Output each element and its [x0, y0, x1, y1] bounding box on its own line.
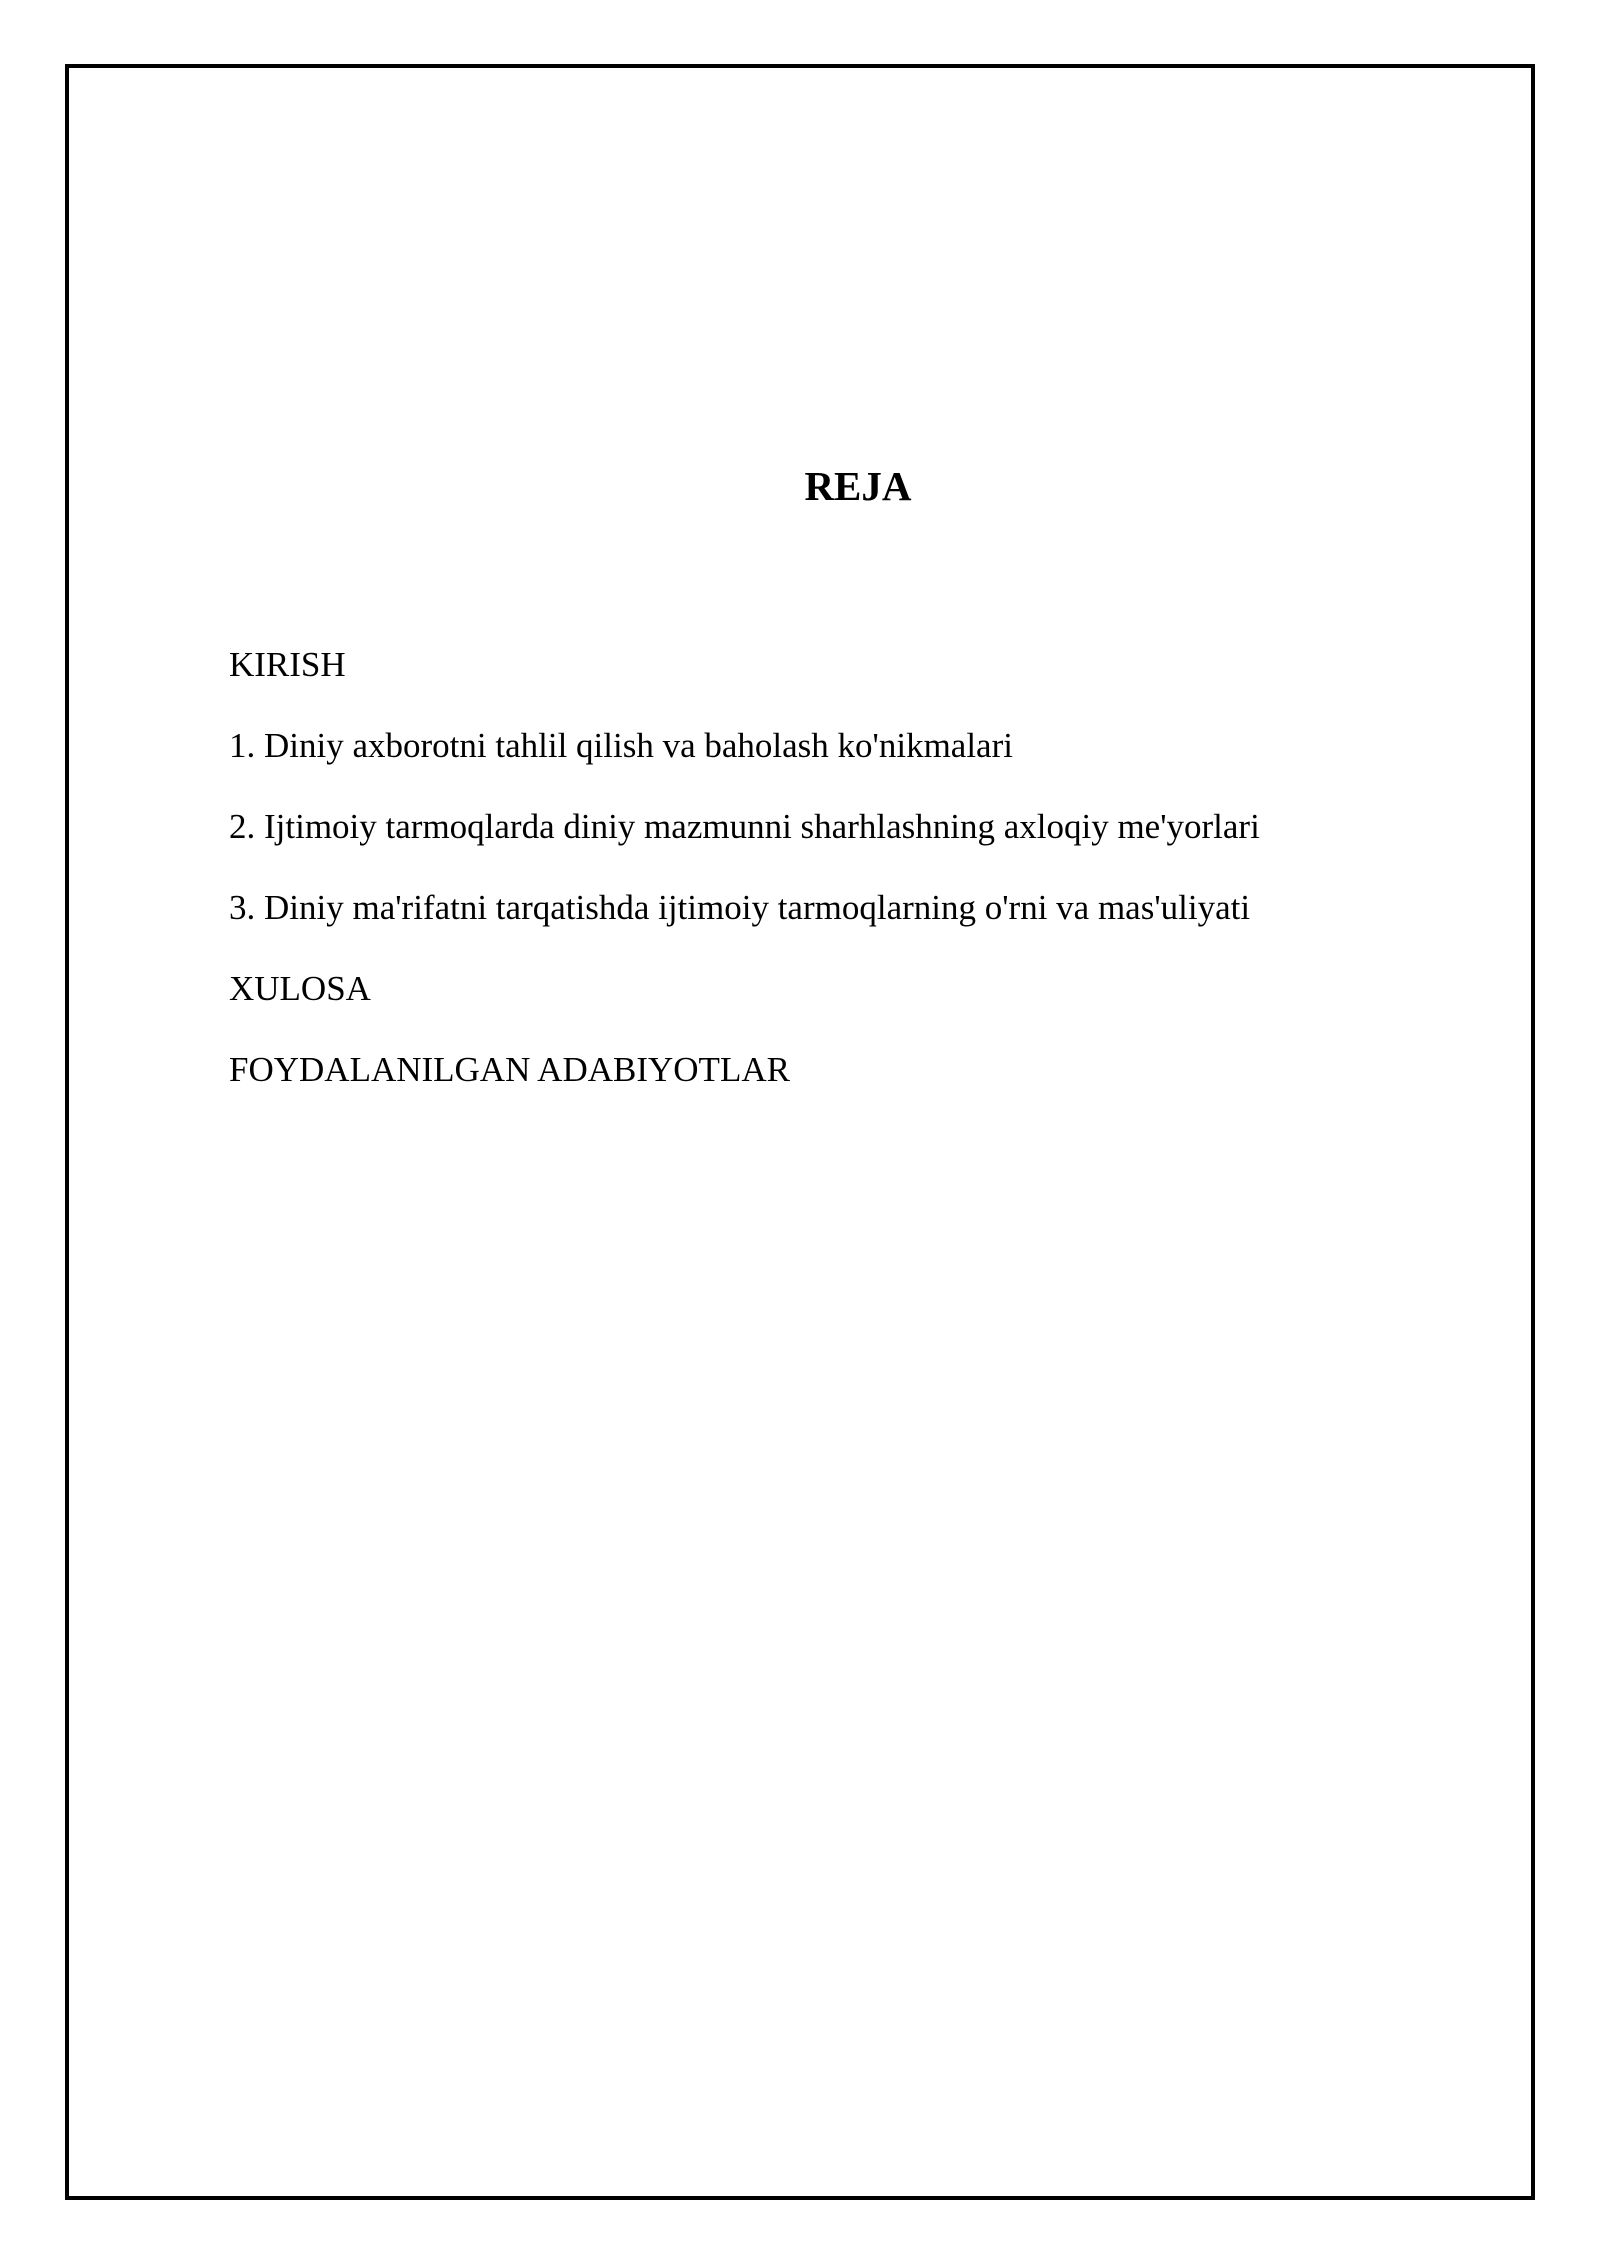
table-of-contents	[229, 644, 1260, 1130]
toc-item-references: FOYDALANILGAN ADABIYOTLAR	[229, 1050, 790, 1089]
toc-item-conclusion: XULOSA	[229, 969, 371, 1008]
toc-item-chapter-3: 3. Diniy ma'rifatni tarqatishda ijtimoiy tarmoqlarning o'rni va mas'uliyati	[229, 888, 1251, 927]
page-title: REJA	[804, 463, 912, 509]
page-border	[65, 64, 1535, 2200]
toc-item-chapter-1: 1. Diniy axborotni tahlil qilish va baholash ko'nikmalari	[229, 726, 1013, 765]
toc-item-introduction: KIRISH	[229, 645, 346, 684]
toc-item-chapter-2: 2. Ijtimoiy tarmoqlarda diniy mazmunni sharhlashning axloqiy me'yorlari	[229, 807, 1260, 846]
